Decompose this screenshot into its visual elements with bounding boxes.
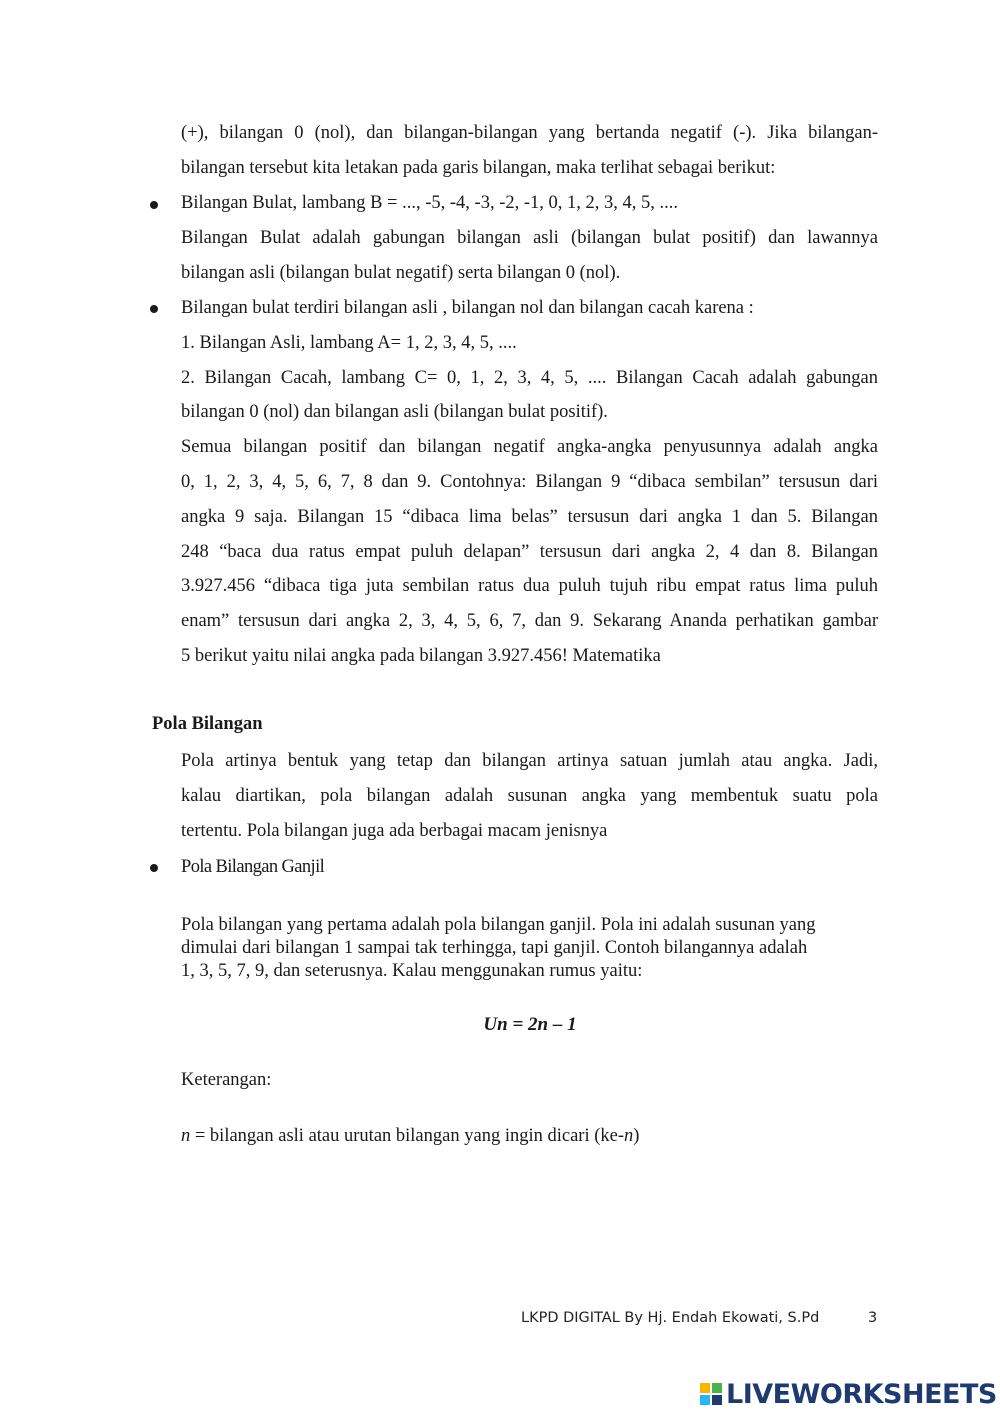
bullet-title: Bilangan Bulat, lambang B = ..., -5, -4, -3, -2, -1, 0, 1, 2, 3, 4, 5, ....: [181, 193, 679, 213]
paragraph-line: 5 berikut yaitu nilai angka pada bilangan 3.927.456! Matematika: [181, 645, 661, 666]
bullet-pola-ganjil: [181, 850, 878, 885]
pola-paragraph: [181, 744, 878, 848]
n-close: ): [633, 1126, 640, 1146]
liveworksheets-brand[interactable]: [700, 1376, 997, 1412]
bullet-icon: [150, 201, 158, 209]
intro-paragraph: [181, 116, 878, 186]
paragraph-line: Semua bilangan positif dan bilangan negatif angka-angka penyusunnya adalah angka: [181, 437, 878, 458]
bullet-desc-line-2: bilangan asli (bilangan bulat negatif) serta bilangan 0 (nol).: [181, 262, 621, 283]
page-number: 3: [868, 1310, 878, 1326]
list-item-cacah-line-2: bilangan 0 (nol) dan bilangan asli (bilangan bulat positif).: [181, 402, 608, 423]
paragraph-line: tertentu. Pola bilangan juga ada berbagai macam jenisnya: [181, 820, 608, 841]
paragraph-line: 0, 1, 2, 3, 4, 5, 6, 7, 8 dan 9. Contohnya: Bilangan 9 “dibaca sembilan” tersusun dari: [181, 471, 878, 492]
bullet-desc-line-1: Bilangan Bulat adalah gabungan bilangan asli (bilangan bulat positif) dan lawannya: [181, 227, 878, 248]
paragraph-line: enam” tersusun dari angka 2, 3, 4, 5, 6, 7, dan 9. Sekarang Ananda perhatikan gambar: [181, 611, 878, 632]
bullet-icon: [150, 305, 158, 313]
logo-square: [712, 1383, 722, 1393]
liveworksheets-logo-icon: [700, 1383, 722, 1405]
n-symbol: n: [181, 1126, 191, 1146]
formula: Un = 2n – 1: [483, 1014, 577, 1035]
intro-line-1: (+), bilangan 0 (nol), dan bilangan-bilangan yang bertanda negatif (-). Jika bilangan-: [181, 123, 878, 143]
intro-line-2: bilangan tersebut kita letakan pada garis bilangan, maka terlihat sebagai berikut:: [181, 157, 776, 178]
logo-square: [700, 1383, 710, 1393]
bullet-title: Pola Bilangan Ganjil: [181, 857, 325, 877]
paragraph-line: 3.927.456 “dibaca tiga juta sembilan ratus dua puluh tujuh ribu empat ratus lima puluh: [181, 576, 878, 597]
list-item-cacah-line-1: 2. Bilangan Cacah, lambang C= 0, 1, 2, 3, 4, 5, .... Bilangan Cacah adalah gabungan: [181, 367, 878, 388]
n-symbol-end: n: [624, 1126, 634, 1146]
paragraph-line: dimulai dari bilangan 1 sampai tak terhingga, tapi ganjil. Contoh bilangannya adalah: [181, 938, 808, 958]
paragraph-line: Pola artinya bentuk yang tetap dan bilangan artinya satuan jumlah atau angka. Jadi,: [181, 751, 878, 771]
paragraph-line: kalau diartikan, pola bilangan adalah susunan angka yang membentuk suatu pola: [181, 785, 878, 806]
n-definition: [181, 1125, 881, 1148]
logo-square: [712, 1395, 722, 1405]
list-item-asli: 1. Bilangan Asli, lambang A= 1, 2, 3, 4, 5, ....: [181, 332, 517, 353]
keterangan-label: Keterangan:: [181, 1070, 272, 1090]
bullet-bilangan-bulat: [181, 186, 878, 290]
footer-credit: LKPD DIGITAL By Hj. Endah Ekowati, S.Pd: [521, 1310, 820, 1326]
n-description: = bilangan asli atau urutan bilangan yang ingin dicari (ke-: [190, 1126, 624, 1146]
paragraph-line: angka 9 saja. Bilangan 15 “dibaca lima belas” tersusun dari angka 1 dan 5. Bilangan: [181, 506, 878, 527]
bullet-title: Bilangan bulat terdiri bilangan asli , bilangan nol dan bilangan cacah karena :: [181, 298, 754, 318]
bullet-icon: [150, 864, 158, 872]
section-heading: Pola Bilangan: [152, 714, 263, 734]
paragraph-line: Pola bilangan yang pertama adalah pola bilangan ganjil. Pola ini adalah susunan yang: [181, 915, 816, 935]
paragraph-line: 248 “baca dua ratus empat puluh delapan” tersusun dari angka 2, 4 dan 8. Bilangan: [181, 541, 878, 562]
ganjil-paragraph: [181, 914, 881, 983]
paragraph-line: 1, 3, 5, 7, 9, dan seterusnya. Kalau menggunakan rumus yaitu:: [181, 961, 643, 981]
bullet-bilangan-bulat-terdiri: [181, 291, 878, 674]
brand-text: LIVEWORKSHEETS: [726, 1378, 997, 1410]
logo-square: [700, 1395, 710, 1405]
